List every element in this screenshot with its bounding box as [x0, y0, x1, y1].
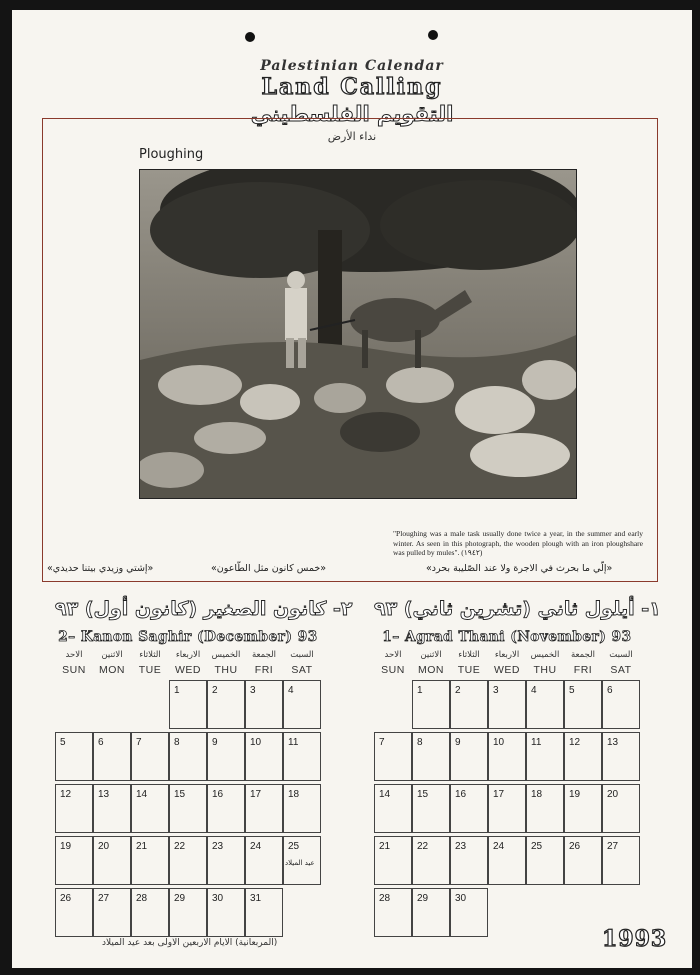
day-number: 19	[60, 841, 72, 852]
day-number: 26	[569, 841, 581, 852]
day-number: 30	[212, 893, 224, 904]
day-number: 12	[569, 737, 581, 748]
day-number: 16	[212, 789, 224, 800]
day-cell	[412, 888, 450, 937]
weekday-en: WED	[494, 664, 520, 676]
calendar-subtitle-en: Land Calling	[261, 74, 443, 100]
day-cell	[602, 836, 640, 885]
weekday-en: MON	[99, 664, 125, 676]
day-cell	[450, 732, 488, 781]
day-cell	[526, 680, 564, 729]
photo-caption: "Ploughing was a male task usually done twice a year, in the summer and early winter. As seen in this photograph, the wooden plough with an iron ploughshare was pulled by mules". (١٩٤٢)	[393, 529, 643, 557]
calendar-title-en: Palestinian Calendar	[260, 58, 444, 74]
weekday-en: MON	[418, 664, 444, 676]
day-number: 2	[212, 685, 218, 696]
day-number: 16	[455, 789, 467, 800]
day-number: 21	[136, 841, 148, 852]
day-cell	[602, 784, 640, 833]
weekday-en: THU	[214, 664, 238, 676]
punch-hole-left	[245, 32, 255, 42]
proverb-2: «خمس كانون مثل الطّاعون»	[211, 563, 327, 574]
day-number: 1	[417, 685, 423, 696]
day-number: 28	[379, 893, 391, 904]
day-number: 2	[455, 685, 461, 696]
day-number: 31	[250, 893, 262, 904]
day-cell	[245, 888, 283, 937]
day-number: 12	[60, 789, 72, 800]
day-cell	[526, 784, 564, 833]
day-number: 27	[98, 893, 110, 904]
day-cell	[131, 732, 169, 781]
day-number: 18	[531, 789, 543, 800]
day-cell	[602, 680, 640, 729]
day-number: 7	[379, 737, 385, 748]
holiday-note: عيد الميلاد	[285, 859, 315, 867]
weekday-ar: الخميس	[211, 650, 241, 660]
day-number: 9	[212, 737, 218, 748]
day-number: 25	[288, 841, 300, 852]
day-cell	[169, 784, 207, 833]
day-number: 22	[174, 841, 186, 852]
day-cell	[283, 732, 321, 781]
weekday-en: TUE	[138, 664, 162, 676]
day-cell	[55, 732, 93, 781]
day-cell	[526, 732, 564, 781]
day-cell	[564, 732, 602, 781]
feature-frame	[42, 118, 658, 582]
weekday-ar: السبت	[609, 650, 633, 660]
day-cell	[207, 836, 245, 885]
day-number: 4	[288, 685, 294, 696]
day-number: 27	[607, 841, 619, 852]
weekday-ar: الاحد	[65, 650, 83, 660]
day-cell	[55, 784, 93, 833]
weekday-ar: الخميس	[530, 650, 560, 660]
weekday-en: SAT	[291, 664, 313, 676]
day-cell	[283, 680, 321, 729]
day-number: 24	[493, 841, 505, 852]
weekday-en: TUE	[457, 664, 481, 676]
day-number: 10	[250, 737, 262, 748]
day-cell	[131, 784, 169, 833]
weekday-en: SUN	[62, 664, 86, 676]
day-cell	[93, 888, 131, 937]
weekday-ar: الجمعة	[570, 650, 595, 660]
day-cell	[55, 888, 93, 937]
weekday-header-ar	[55, 650, 321, 660]
weekday-ar: الثلاثاء	[458, 650, 480, 660]
day-cell	[245, 732, 283, 781]
day-cell	[283, 836, 321, 885]
proverb-3: «إشتي وزيدي بيتنا حديدي»	[47, 563, 154, 574]
calendar-subtitle-ar: نداء الأرض	[327, 130, 377, 143]
punch-hole-right	[428, 30, 438, 40]
day-number: 20	[98, 841, 110, 852]
weekday-en: THU	[533, 664, 557, 676]
day-number: 8	[417, 737, 423, 748]
day-cell	[169, 888, 207, 937]
day-number: 13	[607, 737, 619, 748]
day-number: 3	[250, 685, 256, 696]
day-number: 11	[531, 737, 542, 748]
day-cell	[93, 836, 131, 885]
weekday-header-en	[55, 664, 321, 676]
day-number: 26	[60, 893, 72, 904]
day-number: 30	[455, 893, 467, 904]
weekday-ar: الاحد	[384, 650, 402, 660]
day-number: 23	[455, 841, 467, 852]
day-number: 7	[136, 737, 142, 748]
day-number: 29	[174, 893, 186, 904]
day-cell	[374, 784, 412, 833]
proverb-1: «إلّي ما بحرث في الاجرة ولا عند الصّليبة بحرد»	[426, 563, 613, 574]
day-cell	[412, 680, 450, 729]
day-cell	[488, 784, 526, 833]
month-title-en: 1– Agrad Thani (November) 93	[382, 629, 632, 645]
day-cell	[564, 680, 602, 729]
day-cell	[488, 732, 526, 781]
day-cell	[450, 836, 488, 885]
day-cell	[450, 680, 488, 729]
month-title-ar: ٢- كانون الصغير (كانون أول) ٩٣	[55, 598, 353, 620]
day-number: 15	[174, 789, 186, 800]
day-number: 6	[98, 737, 104, 748]
day-cell	[412, 732, 450, 781]
day-number: 13	[98, 789, 110, 800]
calendar-year: 1993	[602, 926, 668, 952]
day-number: 21	[379, 841, 391, 852]
day-number: 20	[607, 789, 619, 800]
day-number: 8	[174, 737, 180, 748]
day-number: 11	[288, 737, 299, 748]
weekday-en: WED	[175, 664, 201, 676]
day-number: 5	[569, 685, 575, 696]
month-title-en: 2– Kanon Saghir (December) 93	[58, 629, 318, 645]
footnote: (المربعانية) الايام الاربعين الاولى بعد عيد الميلاد	[102, 938, 278, 948]
feature-title: Ploughing	[139, 147, 204, 162]
day-number: 17	[493, 789, 505, 800]
day-cell	[245, 836, 283, 885]
weekday-en: SAT	[610, 664, 632, 676]
day-number: 19	[569, 789, 581, 800]
day-cell	[245, 784, 283, 833]
day-cell	[602, 732, 640, 781]
weekday-header-en	[374, 664, 640, 676]
weekday-ar: الجمعة	[251, 650, 276, 660]
day-cell	[207, 732, 245, 781]
day-number: 14	[379, 789, 391, 800]
weekday-ar: السبت	[290, 650, 314, 660]
day-number: 22	[417, 841, 429, 852]
weekday-ar: الاربعاء	[175, 650, 201, 660]
day-number: 9	[455, 737, 461, 748]
day-number: 4	[531, 685, 537, 696]
day-cell	[412, 836, 450, 885]
weekday-ar: الاثنين	[101, 650, 123, 660]
day-cell	[169, 680, 207, 729]
day-number: 18	[288, 789, 300, 800]
day-cell	[93, 732, 131, 781]
weekday-ar: الاثنين	[420, 650, 442, 660]
calendar-sheet	[12, 10, 692, 968]
weekday-en: SUN	[381, 664, 405, 676]
day-cell	[564, 836, 602, 885]
day-cell	[450, 784, 488, 833]
day-cell	[169, 732, 207, 781]
day-cell	[564, 784, 602, 833]
day-cell	[412, 784, 450, 833]
day-cell	[131, 836, 169, 885]
day-number: 23	[212, 841, 224, 852]
day-cell	[131, 888, 169, 937]
day-cell	[207, 888, 245, 937]
day-cell	[245, 680, 283, 729]
day-cell	[450, 888, 488, 937]
weekday-header-ar	[374, 650, 640, 660]
day-number: 10	[493, 737, 505, 748]
day-cell	[93, 784, 131, 833]
day-number: 5	[60, 737, 66, 748]
weekday-en: FRI	[573, 664, 593, 676]
day-number: 24	[250, 841, 262, 852]
day-number: 1	[174, 685, 180, 696]
weekday-ar: الثلاثاء	[139, 650, 161, 660]
day-number: 25	[531, 841, 543, 852]
day-number: 17	[250, 789, 262, 800]
calendar-title-ar: التقويم الفلسطيني	[250, 102, 454, 126]
day-number: 28	[136, 893, 148, 904]
ploughing-photograph	[139, 169, 577, 499]
day-cell	[207, 784, 245, 833]
day-cell	[488, 836, 526, 885]
day-cell	[169, 836, 207, 885]
weekday-en: FRI	[254, 664, 274, 676]
day-cell	[374, 732, 412, 781]
day-cell	[488, 680, 526, 729]
day-cell	[526, 836, 564, 885]
day-number: 15	[417, 789, 429, 800]
day-cell	[283, 784, 321, 833]
day-cell	[55, 836, 93, 885]
day-cell	[207, 680, 245, 729]
day-number: 6	[607, 685, 613, 696]
day-cell	[374, 888, 412, 937]
weekday-ar: الاربعاء	[494, 650, 520, 660]
day-number: 3	[493, 685, 499, 696]
day-number: 29	[417, 893, 429, 904]
day-cell	[374, 836, 412, 885]
day-number: 14	[136, 789, 148, 800]
month-title-ar: ١- أيلول ثاني (تشرين ثاني) ٩٣	[374, 598, 661, 620]
